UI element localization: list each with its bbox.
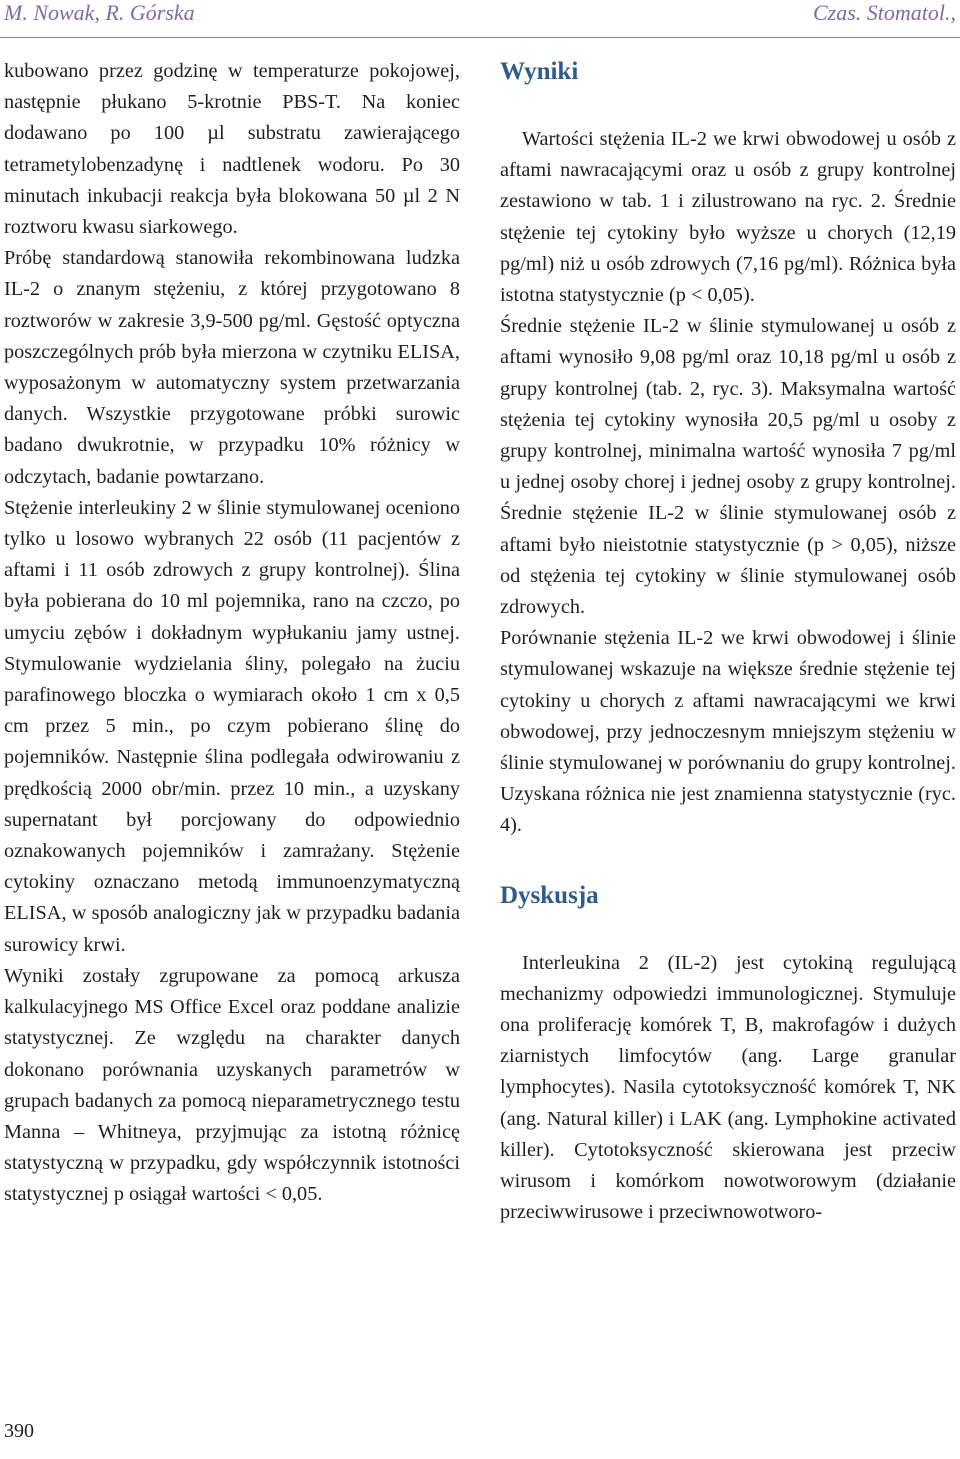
results-paragraph-saliva: Średnie stężenie IL-2 w ślinie stymulowanej u osób z aftami wynosiło 9,08 pg/ml oraz 10,18 pg/ml u osób z grupy kontrolnej (tab. 2, ryc. 3). Maksymalna wartość stężenia tej cytokiny wynosiła 20,5 pg/ml u osoby z grupy kontrolnej, minimalna wartość wynosiła 7 pg/ml u jednej osoby chorej i jednej osoby z grupy kontrolnej. Średnie stężenie IL-2 w ślinie stymulowanej osób z aftami było nieistotnie statystycznie (p > 0,05), niższe od stężenia tej cytokiny w ślinie stymulowanej osób zdrowych. — [500, 315, 956, 619]
discussion-paragraph: Interleukina 2 (IL-2) jest cytokiną regulującą mechanizmy odpowiedzi immunologicznej. Stymuluje ona proliferację komórek T, B, makrofagów i dużych ziarnistych limfocytów (ang. Large granular lymphocytes). Nasila cytotoksyczność komórek T, NK (ang. Natural killer) i LAK (ang. Lymphokine activated killer). Cytotoksyczność skierowana jest przeciw wirusom i komórkom nowotworowym (działanie przeciwwirusowe i przeciwnowotworo- — [500, 951, 956, 1224]
header-journal: Czas. Stomatol., — [812, 0, 956, 25]
header-authors: M. Nowak, R. Górska — [4, 0, 195, 25]
methods-paragraph-saliva: Stężenie interleukiny 2 w ślinie stymulowanej oceniono tylko u losowo wybranych 22 osób (11 pacjentów z aftami i 11 osób zdrowych z grupy kontrolnej). Ślina była pobierana do 10 ml pojemnika, rano na czczo, po umyciu zębów i dokładnym wypłukaniu jamy ustnej. Stymulowanie wydzielania śliny, polegało na żuciu parafinowego bloczka o wymiarach około 1 cm x 0,5 cm przez 5 min., po czym pobierano ślinę do pojemników. Następnie ślina podlegała odwirowaniu z prędkością 2000 obr/min. przez 10 min., a uzyskany supernatant był porcjowany do odpowiednio oznakowanych pojemników i zamrażany. Stężenie cytokiny oznaczano metodą immunoenzymatyczną ELISA, w sposób analogiczny jak w przypadku badania surowicy krwi. — [4, 496, 460, 956]
results-paragraph-blood: Wartości stężenia IL-2 we krwi obwodowej u osób z aftami nawracającymi oraz u osób z grupy kontrolnej zestawiono w tab. 1 i zilustrowano na ryc. 2. Średnie stężenie tej cytokiny było wyższe u chorych (12,19 pg/ml) niż u osób zdrowych (7,16 pg/ml). Różnica była istotna statystycznie (p < 0,05). — [500, 128, 956, 307]
header-rule — [0, 37, 960, 38]
results-heading: Wyniki — [500, 58, 579, 85]
right-column — [500, 56, 956, 1229]
methods-paragraph-statistics: Wyniki zostały zgrupowane za pomocą arkusza kalkulacyjnego MS Office Excel oraz poddane analizie statystycznej. Ze względu na charakter danych dokonano porównania uzyskanych parametrów w grupach badanych za pomocą nieparametrycznego testu Manna – Whitneya, przyjmując za istotną różnicę statystyczną w przypadku, gdy współczynnik istotności statystycznej p osiągał wartości < 0,05. — [4, 964, 460, 1206]
discussion-heading: Dyskusja — [500, 881, 599, 909]
methods-paragraph-standard: Próbę standardową stanowiła rekombinowana ludzka IL-2 o znanym stężeniu, z której przygotowano 8 roztworów w zakresie 3,9-500 pg/ml. Gęstość optyczna poszczególnych prób była mierzona w czytniku ELISA, wyposażonym w automatyczny system przetwarzania danych. Wszystkie przygotowane próbki surowic badano dwukrotnie, w przypadku 10% różnicy w odczytach, badanie powtarzano. — [4, 247, 460, 488]
methods-paragraph-incubation: kubowano przez godzinę w temperaturze pokojowej, następnie płukano 5-krotnie PBS-T. Na koniec dodawano po 100 µl substratu zawierającego tetrametylobenzadynę i nadtlenek wodoru. Po 30 minutach inkubacji reakcja była blokowana 50 µl 2 N roztworu kwasu siarkowego. — [4, 60, 460, 239]
left-column — [4, 56, 460, 1211]
results-paragraph-comparison: Porównanie stężenia IL-2 we krwi obwodowej i ślinie stymulowanej wskazuje na większe średnie stężenie tej cytokiny u chorych z aftami nawracającymi we krwi obwodowej, przy jednoczesnym mniejszym stężeniu w ślinie stymulowanej w porównaniu do grupy kontrolnej. Uzyskana różnica nie jest znamienna statystycznie (ryc. 4). — [500, 627, 956, 837]
page-number: 390 — [4, 1420, 34, 1442]
running-header — [0, 0, 960, 30]
